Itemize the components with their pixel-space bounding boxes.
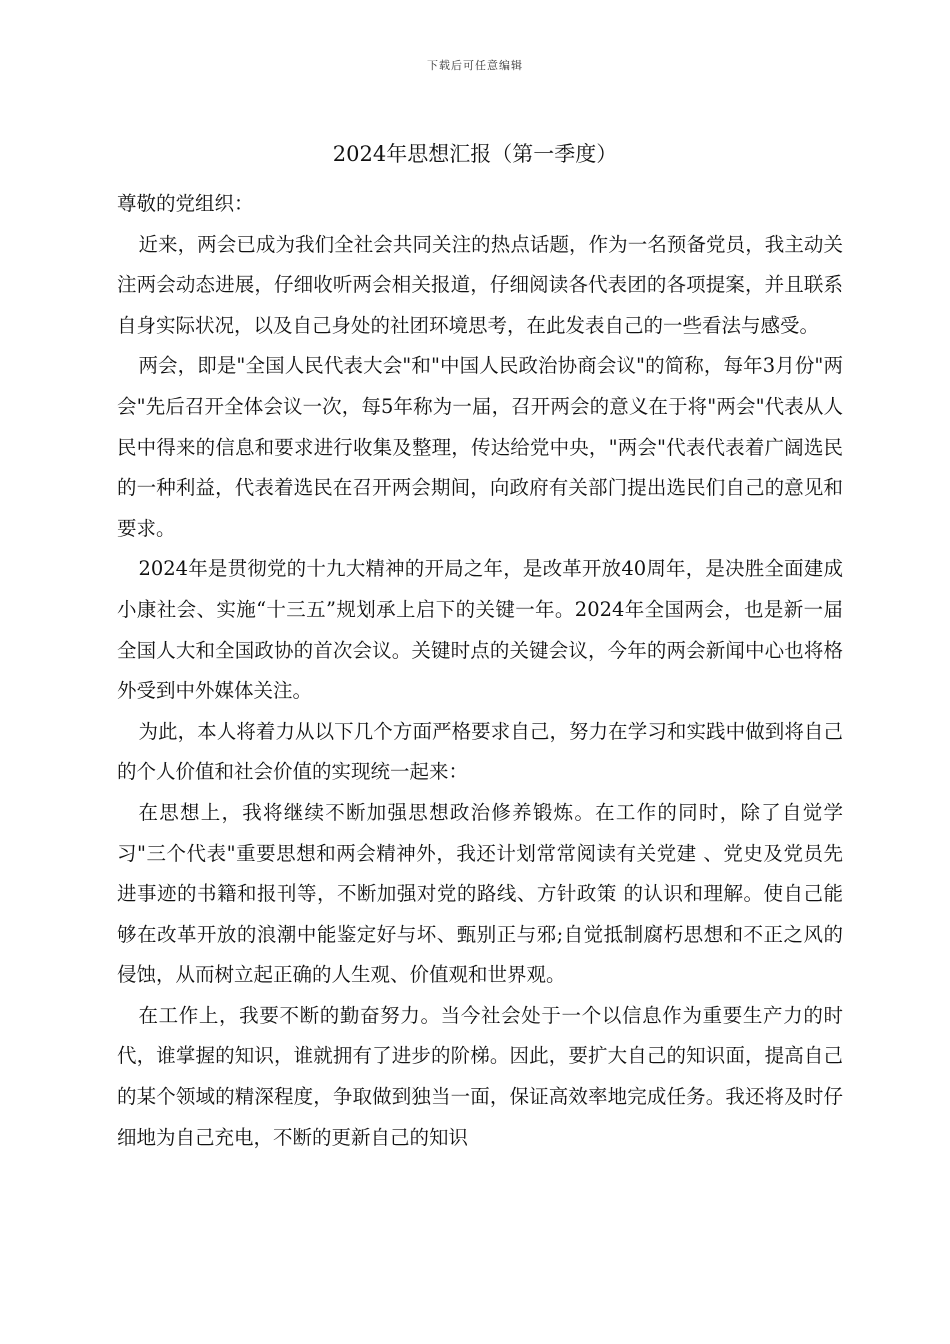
paragraph-2024: 2024年是贯彻党的十九大精神的开局之年，是改革开放40周年，是决胜全面建成小康社会、实施“十三五”规划承上启下的关键一年。2024年全国两会，也是新一届全国人大和全国政协的首次会议。关键时点的关键会议，今年的两会新闻中心也将格外受到中外媒体关注。 [117, 557, 843, 703]
salutation: 尊敬的党组织： [117, 192, 254, 215]
paragraph-thought: 在思想上，我将继续不断加强思想政治修养锻炼。在工作的同时，除了自觉学习"三个代表"重要思想和两会精神外，我还计划常常阅读有关党建 、党史及党员先进事迹的书籍和报刊等，不断加强对党的路线、方针政策 的认识和理解。使自己能够在改革开放的浪潮中能鉴定好与坏、甄别正与邪;自觉抵制腐朽思想和不正之风的侵蚀，从而树立起正确的人生观、价值观和世界观。 [117, 800, 843, 987]
paragraph-two-sessions: 两会，即是"全国人民代表大会"和"中国人民政治协商会议"的简称，每年3月份"两会"先后召开全体会议一次，每5年称为一届，召开两会的意义在于将"两会"代表从人民中得来的信息和要求进行收集及整理，传达给党中央，"两会"代表代表着广阔选民的一种利益，代表着选民在召开两会期间，向政府有关部门提出选民们自己的意见和要求。 [117, 354, 843, 540]
paragraph-work: 在工作上，我要不断的勤奋努力。当今社会处于一个以信息作为重要生产力的时代，谁掌握的知识，谁就拥有了进步的阶梯。因此，要扩大自己的知识面，提高自己的某个领域的精深程度，争取做到独当一面，保证高效率地完成任务。我还将及时仔细地为自己充电，不断的更新自己的知识 [117, 1003, 843, 1149]
paragraph-intro: 近来，两会已成为我们全社会共同关注的热点话题，作为一名预备党员，我主动关注两会动态进展，仔细收听两会相关报道，仔细阅读各代表团的各项提案，并且联系自身实际状况，以及自己身处的社团环境思考，在此发表自己的一些看法与感受。 [117, 232, 843, 337]
paragraph-commitment: 为此，本人将着力从以下几个方面严格要求自己，努力在学习和实践中做到将自己的个人价值和社会价值的实现统一起来： [117, 719, 843, 784]
page-header-note: 下载后可任意编辑 [427, 59, 523, 72]
document-body [117, 184, 843, 1158]
document-title: 2024年思想汇报（第一季度） [332, 142, 618, 166]
